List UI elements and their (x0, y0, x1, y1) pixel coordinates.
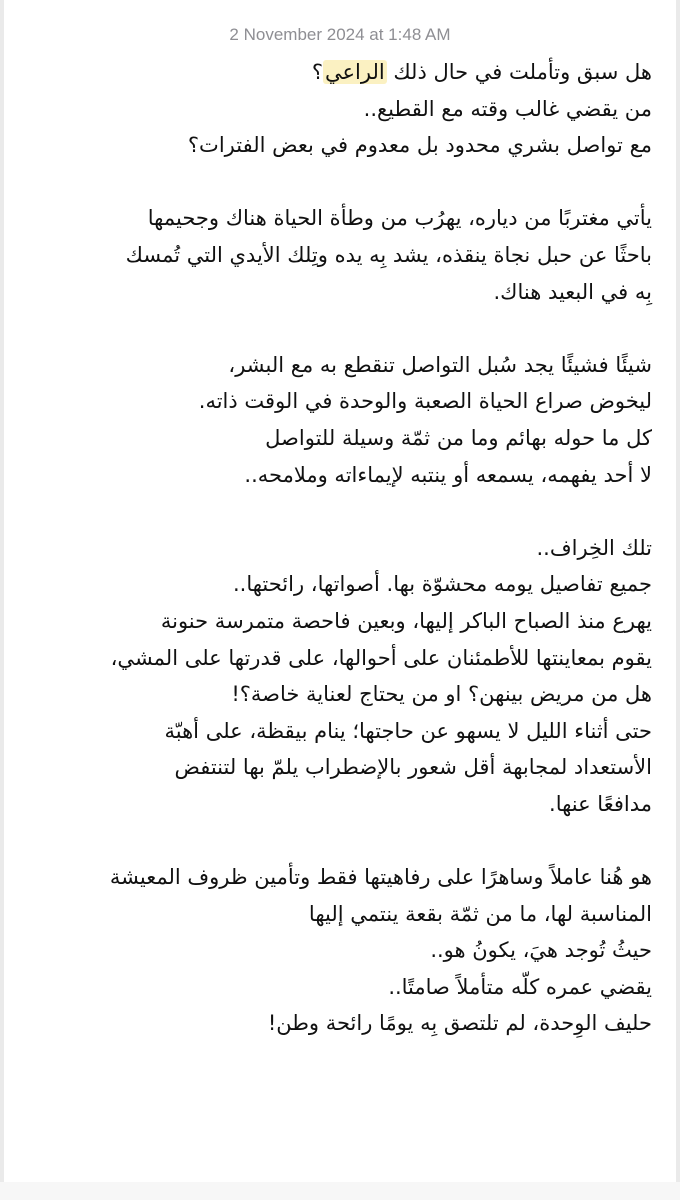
note-line: لا أحد يفهمه، يسمعه أو ينتبه لإيماءاته وملامحه.. (244, 462, 652, 487)
paragraph-gap (40, 310, 652, 347)
note-line: بِه في البعيد هناك. (493, 279, 652, 304)
right-edge (676, 0, 680, 1200)
note-line: يأتي مغتربًا من دياره، يهرُب من وطأة الحياة هناك وجحيمها (147, 206, 652, 231)
note-line: هو هُنا عاملاً وساهرًا على رفاهيتها فقط وتأمين ظروف المعيشة (109, 865, 652, 890)
note-line: ليخوض صراع الحياة الصعبة والوحدة في الوقت ذاته. (198, 389, 652, 414)
note-line: يهرع منذ الصباح الباكر إليها، وبعين فاحصة متمرسة حنونة (160, 608, 652, 633)
note-line: باحثًا عن حبل نجاة ينقذه، يشد بِه يده وتِلك الأيدي التي تُمسك (125, 242, 652, 267)
note-timestamp: 2 November 2024 at 1:48 AM (229, 25, 451, 44)
note-line: جميع تفاصيل يومه محشوّة بها. أصواتها، رائحتها.. (232, 572, 652, 597)
paragraph-gap (40, 493, 652, 530)
note-line: الأستعداد لمجابهة أقل شعور بالإضطراب يلمّ بها لتنتفض (174, 755, 652, 780)
note-line (40, 54, 652, 91)
note-line: المناسبة لها، ما من ثمّة بقعة ينتمي إليها (308, 901, 652, 926)
text-segment: هل سبق وتأملت في حال ذلك (386, 60, 652, 84)
note-line: مع تواصل بشري محدود بل معدوم في بعض الفترات؟ (187, 133, 652, 158)
note-line: يقضي عمره كلّه متأملاً صامتًا.. (388, 974, 652, 999)
note-body[interactable] (40, 54, 652, 1042)
note-line: حيثُ تُوجد هيَ، يكونُ هو.. (430, 938, 652, 963)
note-line: شيئًا فشيئًا يجد سُبل التواصل تنقطع به مع البشر، (228, 352, 652, 377)
note-line: مدافعًا عنها. (549, 791, 652, 816)
left-edge (0, 0, 4, 1200)
paragraph-gap (40, 164, 652, 201)
note-line: حتى أثناء الليل لا يسهو عن حاجتها؛ ينام بيقظة، على أهبّة (164, 718, 652, 743)
bottom-bar (0, 1182, 680, 1200)
note-line: حليف الوِحدة، لم تلتصق بِه يومًا رائحة وطن! (267, 1011, 652, 1036)
note-line: كل ما حوله بهائم وما من ثمّة وسيلة للتواصل (265, 425, 652, 450)
highlighted-word: الراعي (324, 60, 385, 84)
note-line: هل من مريض بينهن؟ او من يحتاج لعناية خاصة؟! (231, 682, 652, 707)
paragraph-gap (40, 822, 652, 859)
note-line: تلك الخِراف.. (536, 535, 652, 560)
note-line: من يقضي غالب وقته مع القطيع.. (363, 96, 652, 121)
note-line: يقوم بمعاينتها للأطمئنان على أحوالها، على قدرتها على المشي، (110, 645, 652, 670)
text-segment: ؟ (311, 60, 323, 84)
